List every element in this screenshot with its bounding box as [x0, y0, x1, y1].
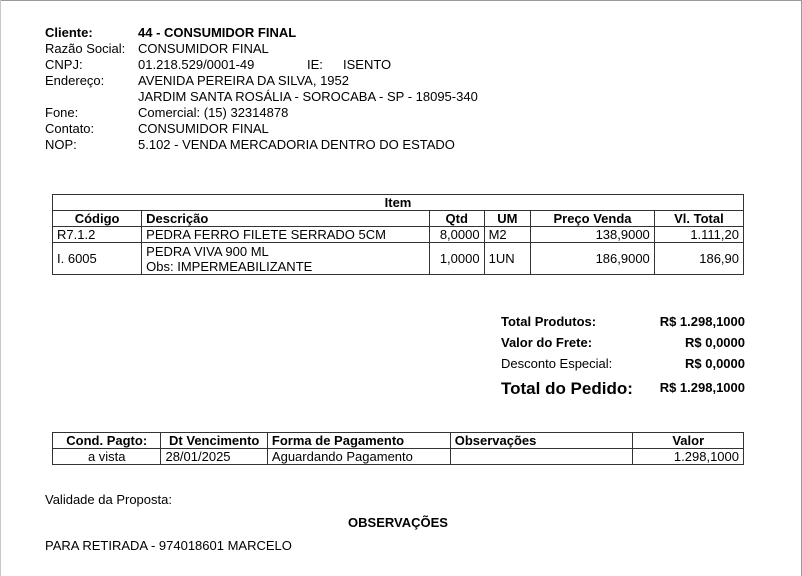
- item-preco: 138,9000: [531, 227, 655, 243]
- col-preco-venda: Preço Venda: [531, 211, 655, 227]
- col-codigo: Código: [53, 211, 142, 227]
- col-forma-pagamento: Forma de Pagamento: [267, 433, 450, 449]
- pay-forma: Aguardando Pagamento: [267, 449, 450, 465]
- col-cond-pagto: Cond. Pagto:: [53, 433, 161, 449]
- table-row: [53, 449, 744, 465]
- observacoes-title: OBSERVAÇÕES: [348, 515, 448, 530]
- table-row: [53, 227, 744, 243]
- window-left-border: [0, 0, 1, 576]
- items-table: [52, 194, 744, 275]
- col-descricao: Descrição: [142, 211, 430, 227]
- valor-frete-row: [501, 335, 745, 351]
- col-um: UM: [484, 211, 531, 227]
- desconto-label: Desconto Especial:: [501, 356, 613, 371]
- endereco-line2: JARDIM SANTA ROSÁLIA - SOROCABA - SP - 18095-340: [138, 89, 478, 104]
- item-preco: 186,9000: [531, 243, 655, 275]
- fone-label: Fone:: [45, 105, 79, 120]
- col-dt-vencimento: Dt Vencimento: [161, 433, 267, 449]
- total-produtos-label: Total Produtos:: [501, 314, 597, 329]
- endereco-line1: AVENIDA PEREIRA DA SILVA, 1952: [138, 73, 349, 88]
- fone-value: Comercial: (15) 32314878: [138, 105, 289, 120]
- total-produtos-row: [501, 314, 745, 330]
- col-observacoes: Observações: [450, 433, 633, 449]
- cliente-value: 44 - CONSUMIDOR FINAL: [138, 25, 297, 40]
- items-table-title: Item: [53, 195, 744, 211]
- col-valor: Valor: [633, 433, 744, 449]
- item-descricao-cell: [142, 243, 430, 275]
- nop-label: NOP:: [45, 137, 77, 152]
- item-total: 186,90: [654, 243, 743, 275]
- cnpj-label: CNPJ:: [45, 57, 83, 72]
- item-qtd: 1,0000: [429, 243, 484, 275]
- pay-cond: a vista: [53, 449, 161, 465]
- cliente-label: Cliente:: [45, 25, 93, 40]
- contato-value: CONSUMIDOR FINAL: [138, 121, 269, 136]
- desconto-row: [501, 356, 745, 372]
- contato-label: Contato:: [45, 121, 95, 136]
- col-qtd: Qtd: [429, 211, 484, 227]
- total-pedido-value: R$ 1.298,1000: [659, 380, 745, 395]
- ie-value: ISENTO: [343, 57, 392, 72]
- item-descricao: PEDRA FERRO FILETE SERRADO 5CM: [142, 227, 430, 243]
- item-obs: Obs: IMPERMEABILIZANTE: [146, 258, 313, 274]
- item-total: 1.111,20: [654, 227, 743, 243]
- payment-table-header: [53, 433, 744, 449]
- valor-frete-value: R$ 0,0000: [685, 335, 745, 350]
- pay-obs: [450, 449, 633, 465]
- item-um: M2: [484, 227, 531, 243]
- observacoes-text: PARA RETIRADA - 974018601 MARCELO: [45, 538, 292, 553]
- table-row: [53, 243, 744, 275]
- pay-valor: 1.298,1000: [633, 449, 744, 465]
- validade-label: Validade da Proposta:: [45, 492, 172, 507]
- items-table-header: [53, 211, 744, 227]
- pay-vencimento: 28/01/2025: [161, 449, 267, 465]
- item-um: 1UN: [484, 243, 531, 275]
- desconto-value: R$ 0,0000: [685, 356, 745, 371]
- item-codigo: R7.1.2: [53, 227, 142, 243]
- razao-social-label: Razão Social:: [45, 41, 126, 56]
- payment-table: [52, 432, 744, 465]
- total-produtos-value: R$ 1.298,1000: [659, 314, 745, 329]
- valor-frete-label: Valor do Frete:: [501, 335, 593, 350]
- col-vl-total: Vl. Total: [654, 211, 743, 227]
- item-qtd: 8,0000: [429, 227, 484, 243]
- item-codigo: I. 6005: [53, 243, 142, 275]
- ie-label: IE:: [307, 57, 323, 72]
- nop-value: 5.102 - VENDA MERCADORIA DENTRO DO ESTADO: [138, 137, 455, 152]
- endereco-label: Endereço:: [45, 73, 105, 88]
- cnpj-value: 01.218.529/0001-49: [138, 57, 255, 72]
- razao-social-value: CONSUMIDOR FINAL: [138, 41, 269, 56]
- total-pedido-row: [501, 378, 745, 400]
- window-top-border: [0, 0, 802, 1]
- item-descricao: PEDRA VIVA 900 ML: [146, 243, 269, 259]
- total-pedido-label: Total do Pedido:: [501, 379, 633, 398]
